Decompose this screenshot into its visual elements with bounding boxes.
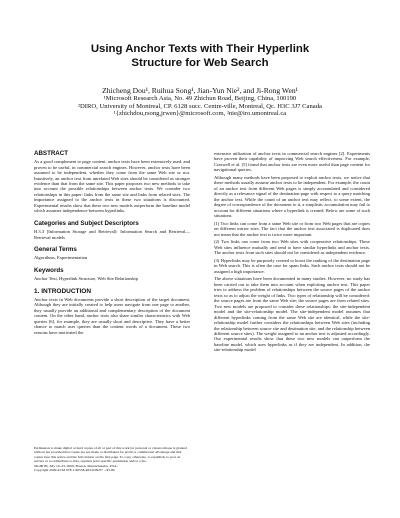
abstract-text: As a good complement to page content, anchor texts have been extensively used, and proven to be useful, in commercial search engines. However, anchor texts have been assumed to be independent, whether they come from the same Web site or not. Intuitively, an anchor text from unrelated Web sites should be considered as stronger evidence than that from the same site. This paper proposes two new methods to take into account the possible relationships between anchor texts. We consider two relationships in this paper: links from the same site and links from related sites. The importance assigned to the anchor texts in these two situations is discounted. Experimental results show that these two new models outperform the baseline model which assumes independence between hyperlinks. — [34, 159, 190, 214]
situation-2: (2) Two links can come from two Web sites with cooperative relationships. These Web sites influence mutually and tend to have similar hyperlinks and anchor texts. The anchor texts from such sites should not be considered as independent evidence. — [214, 239, 370, 256]
affiliation-2: ²DIRO, University of Montreal, CP. 6128 succ. Centre-ville, Montreal, Qc. H3C 3J7 Canada — [78, 102, 322, 110]
introduction-text: Anchor texts in Web documents provide a short description of the target document. Although they are initially created to help users navigate from one page to another, they usually provide an additional and complementary description of the document content. On the other hand, anchor texts also share similar characteristics with Web queries [6], for example, they are usually short and descriptive. They have a better chance to match user queries than the content words of a document. These two reasons have motivated the — [34, 297, 190, 335]
abstract-heading: ABSTRACT — [34, 150, 69, 157]
categories-text: H.3.3 [Information Storage and Retrieval]: Information Search and Retrieval—Retrieval models — [34, 229, 190, 240]
conference-line: SIGIR'09, July 19–23, 2009, Boston, Massachusetts, USA. — [34, 463, 118, 468]
categories-heading: Categories and Subject Descriptors — [34, 219, 139, 227]
author-emails: ¹{zhichdou,rsong,jrwen}@microsoft.com, ²nie@iro.umontreal.ca — [113, 110, 287, 118]
introduction-heading: 1. INTRODUCTION — [34, 287, 92, 295]
author-block — [40, 86, 360, 118]
title-line-2: Structure for Web Search — [131, 57, 269, 69]
paper-title — [40, 42, 360, 70]
general-terms-heading: General Terms — [34, 246, 77, 254]
copyright-line: Copyright 2009 ACM 978-1-60558-483-6/09/07 ...$5.00. — [34, 468, 116, 473]
author-names: Zhicheng Dou¹, Ruihua Song¹, Jian-Yun Nie², and Ji-Rong Wen¹ — [102, 86, 298, 95]
affiliation-1: ¹Microsoft Research Asia, No. 49 Zhichun Road, Beijing, China, 100190 — [103, 95, 297, 102]
general-terms-text: Algorithms, Experimentation — [34, 255, 88, 261]
intro-paragraph-2: Although many methods have been proposed to exploit anchor texts, we notice that these methods usually assume anchor texts to be independent. For example, the count of an anchor text from different Web pages is simply accumulated and considered directly as a relevance signal of the destination page with respect to a query matching the anchor text. While the count of an anchor text may reflect, to some extent, the degree of correspondence of the document to it, a simplistic accumulation may fail to account for different situations where a hyperlink is created. Below are some of such situations. — [214, 175, 370, 219]
permission-text: Permission to make digital or hard copies of all or part of this work for personal or classroom use is granted without fee provided that copies are not made or distributed for profit or commercial advantage and that copies bear this notice and the full citation on the first page. To copy otherwise, to republish, to post on servers or to redistribute to lists, requires prior specific permission and/or a fee. — [34, 446, 187, 464]
keywords-heading: Keywords — [34, 267, 64, 275]
situation-3: (3) Hyperlinks may be purposely created to boost the ranking of the destination page in Web search. This is often the case for spam links. Such anchor texts should not be assigned a high importance. — [214, 257, 370, 274]
right-column — [214, 151, 370, 355]
left-column — [34, 150, 190, 337]
keywords-text: Anchor Text, Hyperlink Structure, Web Site Relationship — [34, 276, 138, 282]
situation-1: (1) Two links can come from a same Web site or from two Web pages that are copies on different mirror sites. The fact that the anchor text associated is duplicated does not mean that the anchor text is twice more important. — [214, 220, 370, 237]
title-line-1: Using Anchor Texts with Their Hyperlink — [90, 43, 310, 55]
intro-paragraph-continued: extensive utilization of anchor texts in commercial search engines [2]. Experiments have proven their capability of improving Web search effectiveness. For example, Craswell et al. [5] found that anchor texts are even more useful than page content for navigational queries. — [214, 151, 370, 173]
permission-footnote — [34, 446, 190, 472]
intro-paragraph-3: The above situations have been documented in many studies. However, no study has been carried out to take them into account when exploiting anchor text. This paper tries to address the problem of relationships between the source pages of the anchor texts so as to adjust the weight of links. Two types of relationship will be considered: the source pages are from the same Web site; the source pages are from related sites. Two new models are proposed to consider these relationships: the site-independent model and the site-relationship model. The site-independent model assumes that different hyperlinks coming from the same Web site are identical, while the site-relationship model further considers the relationships between Web sites (including the relationship between source site and destination site, and the relationship between different source sites). The weight assigned to an anchor text is adjusted accordingly. Our experimental results show that these two new models can outperform the baseline model, which uses hyperlinks as if they are independent. In addition, the site-relationship model — [214, 276, 370, 353]
